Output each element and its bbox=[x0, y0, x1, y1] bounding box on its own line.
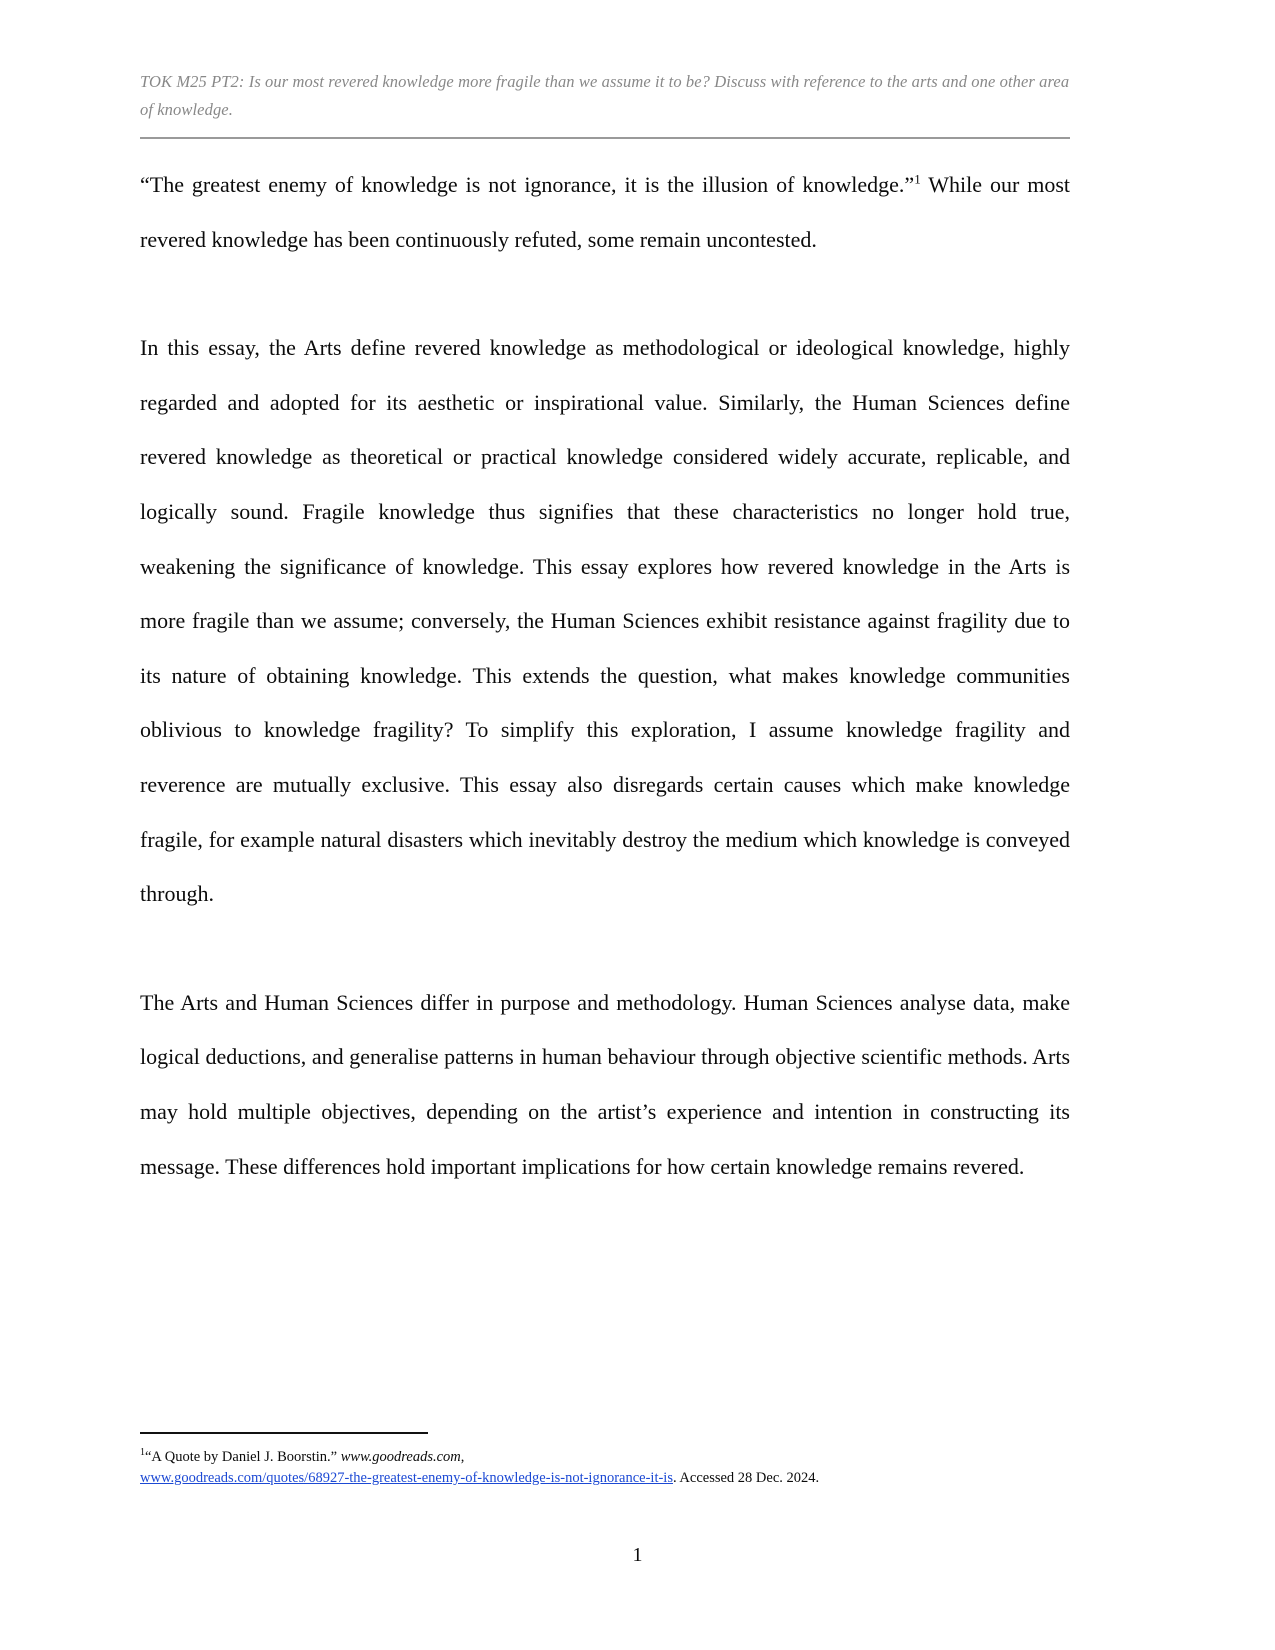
footnote-separator-rule bbox=[140, 1432, 428, 1434]
footnote-number: 1 bbox=[140, 1447, 145, 1459]
paragraph-arts-vs-human-sciences: The Arts and Human Sciences differ in purpose and methodology. Human Sciences analyse data, make logical deductions, and generalise patterns in human behaviour through objective scientific methods. Arts may hold multiple objectives, depending on the artist’s experience and intention in constructing its message. These differences hold important implications for how certain knowledge remains revered. bbox=[140, 989, 1070, 1179]
header-divider-rule bbox=[140, 137, 1070, 139]
footnote-entry bbox=[140, 1447, 1070, 1489]
footnote-comma: , bbox=[460, 1449, 465, 1465]
running-header-text: TOK M25 PT2: Is our most revered knowledge more fragile than we assume it to be? Discuss with reference to the arts and one other area of knowledge. bbox=[140, 72, 1070, 119]
footnote-url-link[interactable]: www.goodreads.com/quotes/68927-the-greatest-enemy-of-knowledge-is-not-ignorance-it-is bbox=[140, 1470, 673, 1486]
footnote-section bbox=[140, 1432, 1070, 1489]
document-body bbox=[140, 158, 1070, 1194]
footnote-accessed-date: . Accessed 28 Dec. 2024. bbox=[672, 1470, 820, 1486]
page-number: 1 bbox=[632, 1544, 643, 1566]
quote-text-after-footnote: While our most revered knowledge has been continuously refuted, some remain uncontested. bbox=[140, 172, 1071, 252]
paragraph-opening-quote bbox=[140, 158, 1070, 267]
footnote-source-name: www.goodreads.com bbox=[340, 1449, 461, 1465]
quote-text-before-footnote: “The greatest enemy of knowledge is not ignorance, it is the illusion of knowledge.” bbox=[140, 172, 915, 197]
running-header bbox=[140, 68, 1070, 124]
paragraph-definitions: In this essay, the Arts define revered knowledge as methodological or ideological knowledge, highly regarded and adopted for its aesthetic or inspirational value. Similarly, the Human Sciences define revered knowledge as theoretical or practical knowledge considered widely accurate, replicable, and logically sound. Fragile knowledge thus signifies that these characteristics no longer hold true, weakening the significance of knowledge. This essay explores how revered knowledge in the Arts is more fragile than we assume; conversely, the Human Sciences exhibit resistance against fragility due to its nature of obtaining knowledge. This extends the question, what makes knowledge communities oblivious to knowledge fragility? To simplify this exploration, I assume knowledge fragility and reverence are mutually exclusive. This essay also disregards certain causes which make knowledge fragile, for example natural disasters which inevitably destroy the medium which knowledge is conveyed through. bbox=[140, 335, 1070, 907]
footnote-citation-title: “A Quote by Daniel J. Boorstin.” bbox=[145, 1449, 341, 1465]
footnote-reference-marker[interactable]: 1 bbox=[914, 171, 921, 187]
